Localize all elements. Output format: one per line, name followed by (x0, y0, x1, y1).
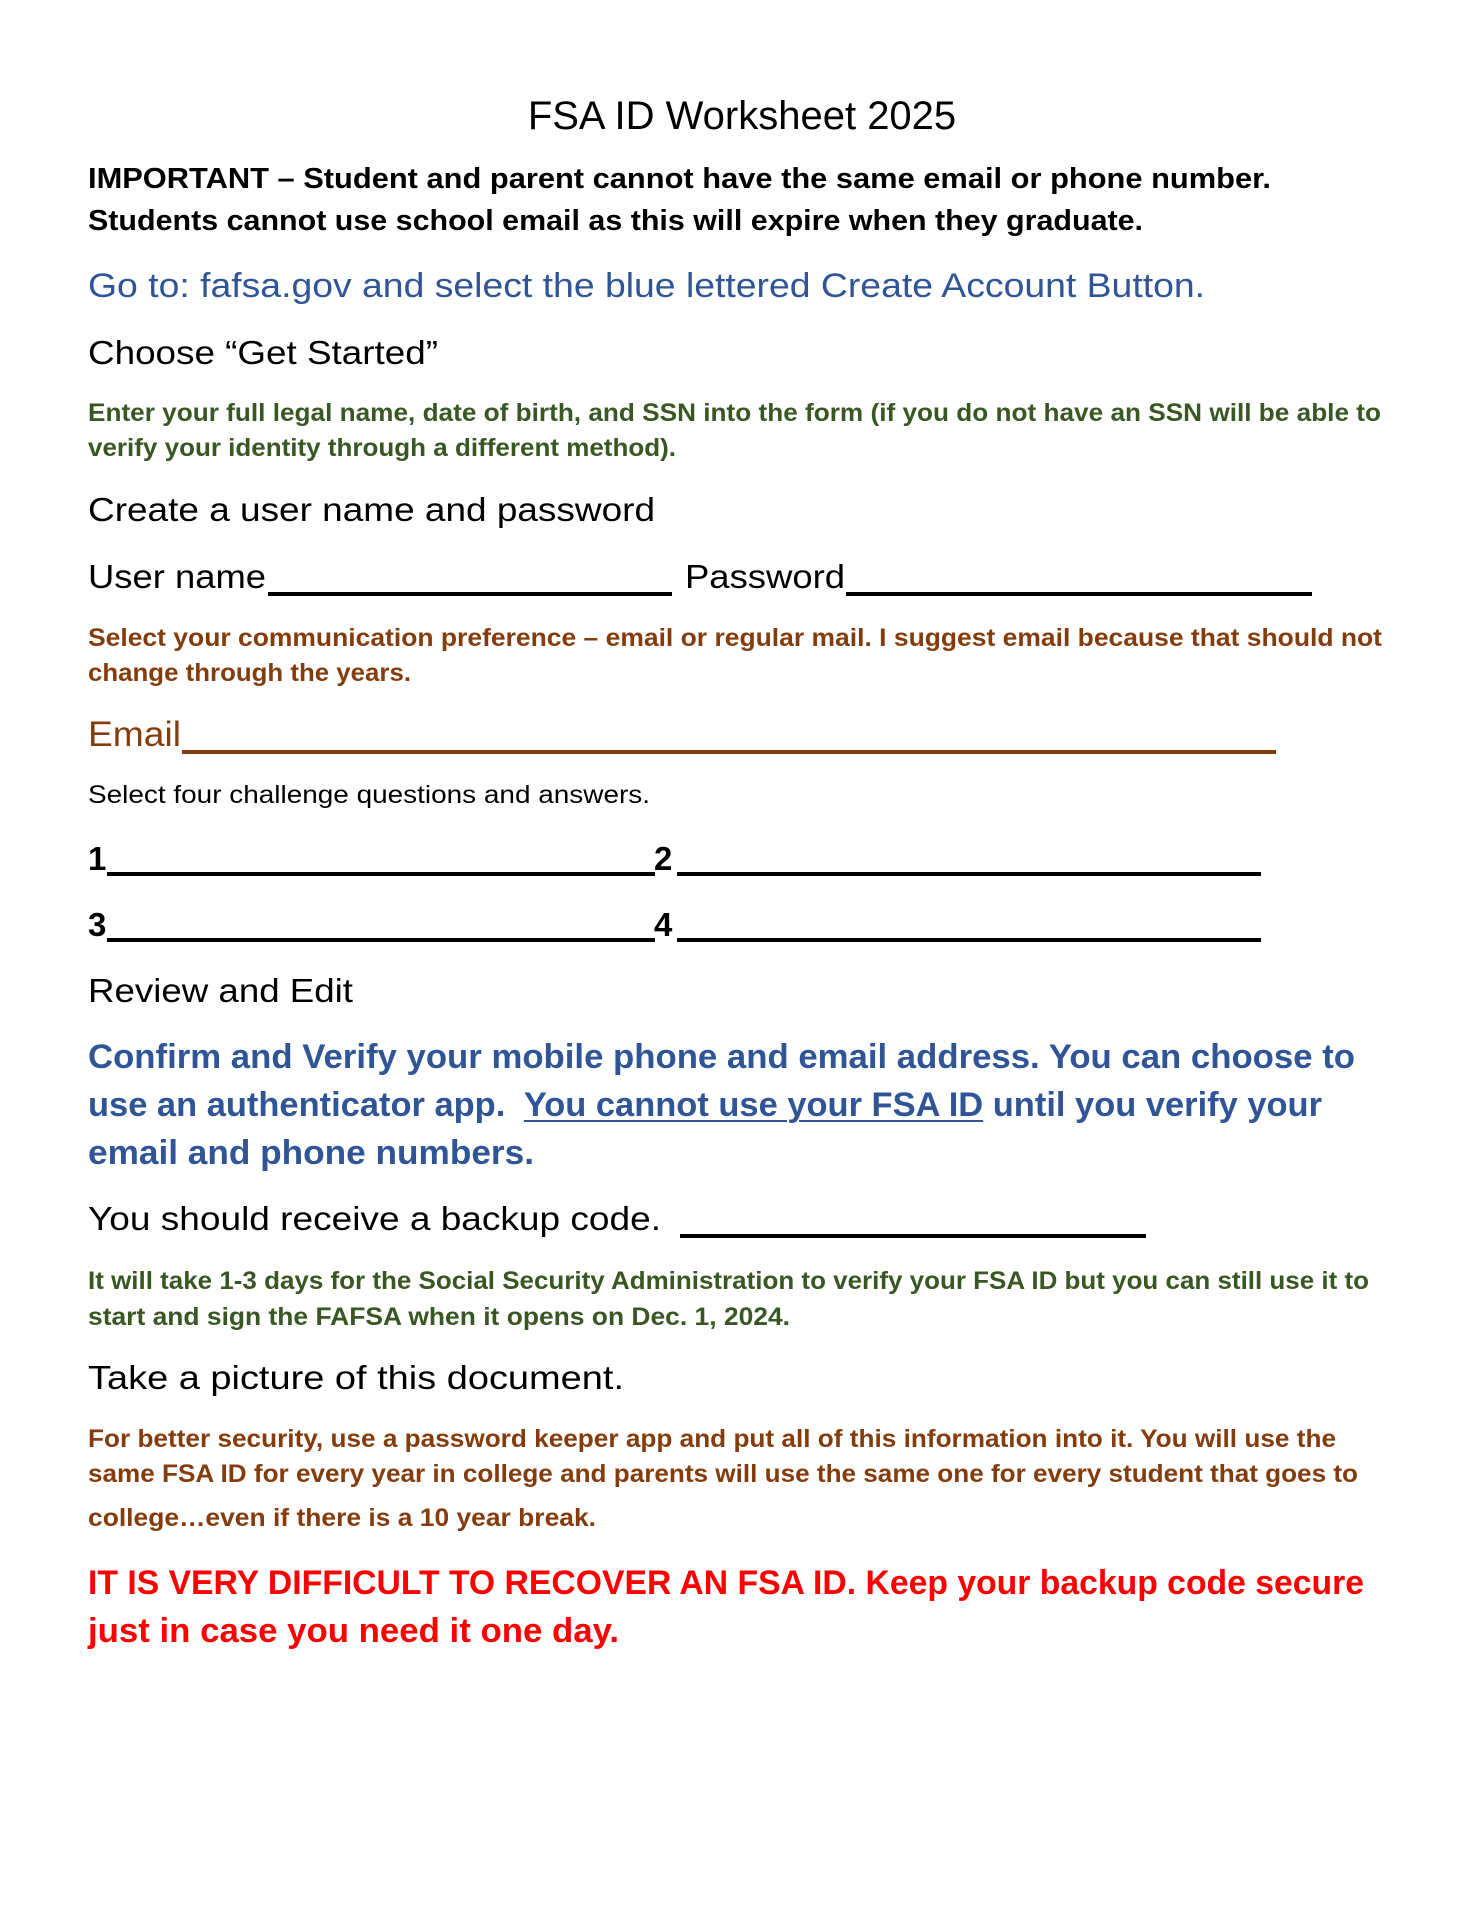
backup-code-row (88, 1202, 1168, 1242)
challenge-row-2 (88, 908, 1268, 948)
confirm-verify-line-2: use an authenticator app. You cannot use your FSA ID until you verify your (88, 1086, 1322, 1124)
take-picture-heading: Take a picture of this document. (88, 1359, 624, 1396)
important-notice-line-2: Students cannot use school email as this will expire when they graduate. (88, 205, 1143, 237)
password-label: Password (685, 558, 845, 595)
backup-code-field[interactable] (680, 1232, 1146, 1238)
security-note-line-3: college…even if there is a 10 year break. (88, 1504, 596, 1532)
page-title: FSA ID Worksheet 2025 (527, 94, 957, 138)
username-field[interactable] (268, 590, 672, 596)
review-edit-heading: Review and Edit (88, 972, 353, 1009)
enter-info-line-2: verify your identity through a different method). (88, 434, 676, 462)
challenge-answer-4[interactable] (677, 936, 1261, 942)
security-note-line-2: same FSA ID for every year in college and parents will use the same one for every student that goes to (88, 1460, 1358, 1488)
challenge-number-1: 1 (88, 840, 107, 877)
fsa-id-warning-underlined: You cannot use your FSA ID (523, 1086, 984, 1124)
backup-code-label: You should receive a backup code. (88, 1200, 661, 1237)
challenge-row-1 (88, 842, 1268, 882)
password-field[interactable] (846, 590, 1312, 596)
challenge-number-2: 2 (654, 840, 673, 877)
challenge-answer-1[interactable] (107, 870, 655, 876)
ssa-note-line-2: start and sign the FAFSA when it opens on Dec. 1, 2024. (88, 1303, 790, 1331)
challenge-number-3: 3 (88, 906, 107, 943)
choose-get-started-heading: Choose “Get Started” (88, 334, 438, 371)
username-label: User name (88, 558, 266, 595)
email-field[interactable] (182, 748, 1276, 754)
challenge-answer-2[interactable] (677, 870, 1261, 876)
challenge-intro: Select four challenge questions and answers. (88, 781, 650, 809)
confirm-verify-line-1: Confirm and Verify your mobile phone and email address. You can choose to (88, 1038, 1355, 1076)
security-note-line-1: For better security, use a password keeper app and put all of this information into it. You will use the (88, 1425, 1336, 1453)
confirm-verify-line-3: email and phone numbers. (88, 1134, 534, 1172)
credentials-row (88, 560, 1318, 600)
enter-info-line-1: Enter your full legal name, date of birth, and SSN into the form (if you do not have an SSN will be able to (88, 399, 1381, 427)
communication-pref-line-2: change through the years. (88, 659, 411, 687)
goto-instruction: Go to: fafsa.gov and select the blue lettered Create Account Button. (88, 267, 1205, 305)
recovery-warning-line-1: IT IS VERY DIFFICULT TO RECOVER AN FSA ID. Keep your backup code secure (88, 1564, 1364, 1602)
email-label: Email (88, 715, 181, 754)
challenge-number-4: 4 (654, 906, 673, 943)
email-row (88, 717, 1278, 759)
important-notice-line-1: IMPORTANT – Student and parent cannot have the same email or phone number. (88, 163, 1271, 195)
challenge-answer-3[interactable] (107, 936, 655, 942)
communication-pref-line-1: Select your communication preference – email or regular mail. I suggest email because that should not (88, 624, 1382, 652)
ssa-note-line-1: It will take 1-3 days for the Social Security Administration to verify your FSA ID but you can still use it to (88, 1267, 1369, 1295)
recovery-warning-line-2: just in case you need it one day. (88, 1612, 619, 1650)
create-credentials-heading: Create a user name and password (88, 491, 655, 528)
